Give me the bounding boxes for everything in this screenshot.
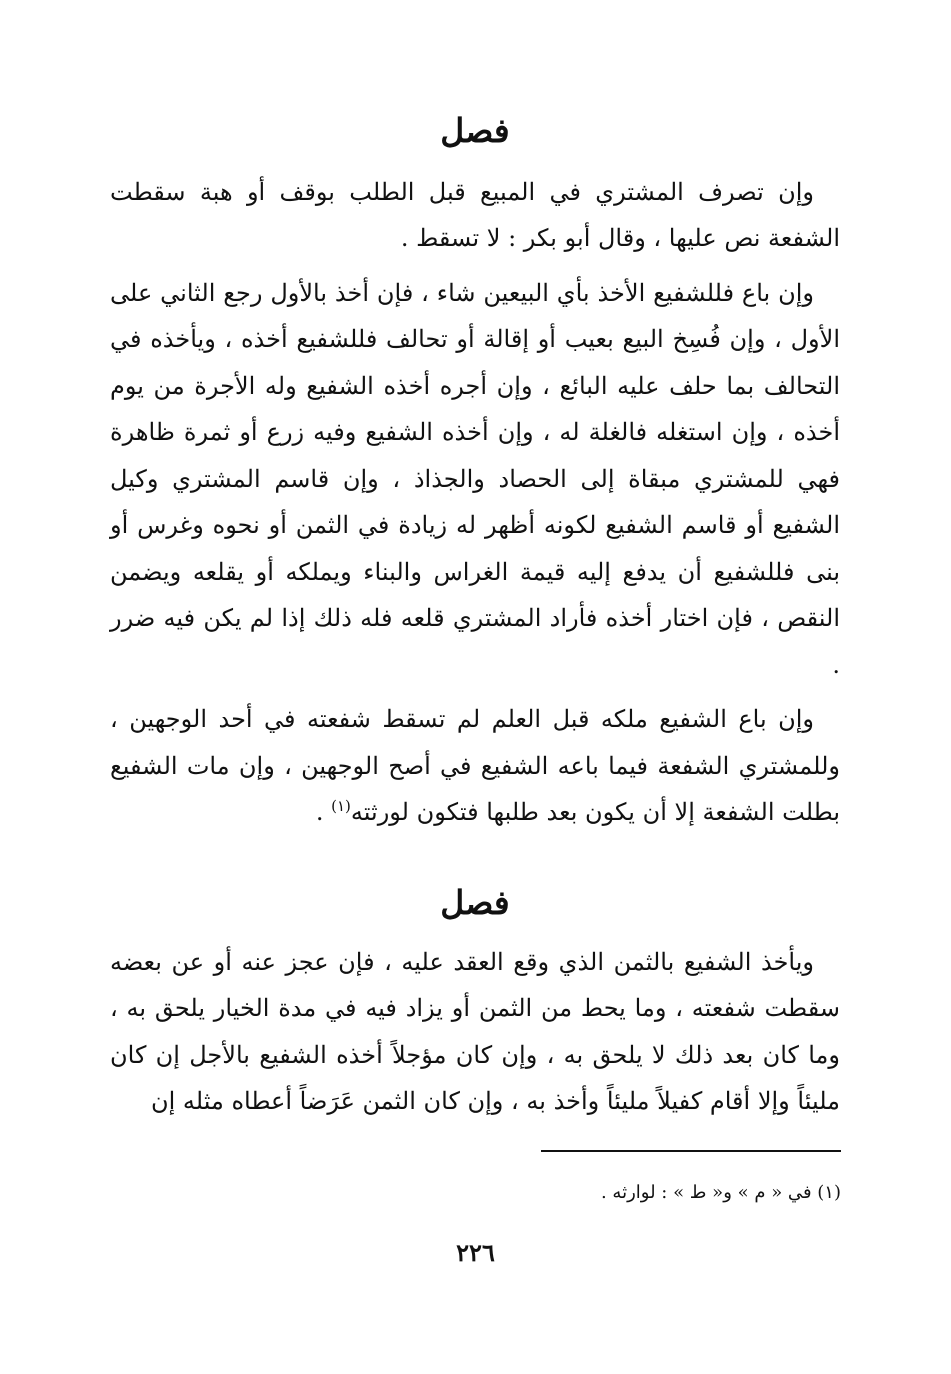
section-title-2: فصل [440,882,510,922]
page-body [110,110,840,1133]
page-number: ٢٢٦ [456,1238,495,1267]
footnote: (١) في « م » و« ط » : لوارثه . [600,1182,841,1203]
paragraph-1-3 [110,696,840,836]
footnote-marker: (١) [331,797,351,816]
section-title-1: فصل [440,111,510,150]
paragraph-2-1: ويأخذ الشفيع بالثمن الذي وقع العقد عليه ، فإن عجز عنه أو عن بعضه سقطت شفعته ، وما يحط من الثمن أو يزاد فيه في مدة الخيار يلحق به ، وما كان بعد ذلك لا يلحق به ، وإن كان مؤجلاً أخذه الشفيع بالأجل إن كان مليئاً وإلا أقام كفيلاً مليئاً وأخذ به ، وإن كان الثمن عَرَضاً أعطاه مثله إن [110,947,840,1116]
paragraph-1-3-end: . [315,798,332,827]
paragraph-1-2: وإن باع فللشفيع الأخذ بأي البيعين شاء ، فإن أخذ بالأول رجع الثاني على الأول ، وإن فُسِخ البيع بعيب أو إقالة أو تحالف فللشفيع أخذه ، ويأخذه في التحالف بما حلف عليه البائع ، وإن أجره أخذه الشفيع وله الأجرة من يوم أخذه ، وإن استغله فالغلة له ، وإن أخذه الشفيع وفيه زرع أو ثمرة ظاهرة فهي للمشتري مبقاة إلى الحصاد والجذاذ ، وإن قاسم المشتري وكيل الشفيع أو قاسم الشفيع لكونه أظهر له زيادة في الثمن أو نحوه وغرس أو بنى فللشفيع أن يدفع إليه قيمة الغراس والبناء ويملكه أو يقلعه ويضمن النقص ، فإن اختار أخذه فأراد المشتري قلعه فله ذلك إذا لم يكن فيه ضرر . [110,278,840,679]
paragraph-1-1: وإن تصرف المشتري في المبيع قبل الطلب بوقف أو هبة سقطت الشفعة نص عليها ، وقال أبو بكر : لا تسقط . [110,177,840,253]
footnote-divider [541,1150,841,1152]
paragraph-1-3-text: وإن باع الشفيع ملكه قبل العلم لم تسقط شفعته في أحد الوجهين ، وللمشتري الشفعة فيما باعه الشفيع في أصح الوجهين ، وإن مات الشفيع بطلت الشفعة إلا أن يكون بعد طلبها فتكون لورثته [110,705,840,827]
